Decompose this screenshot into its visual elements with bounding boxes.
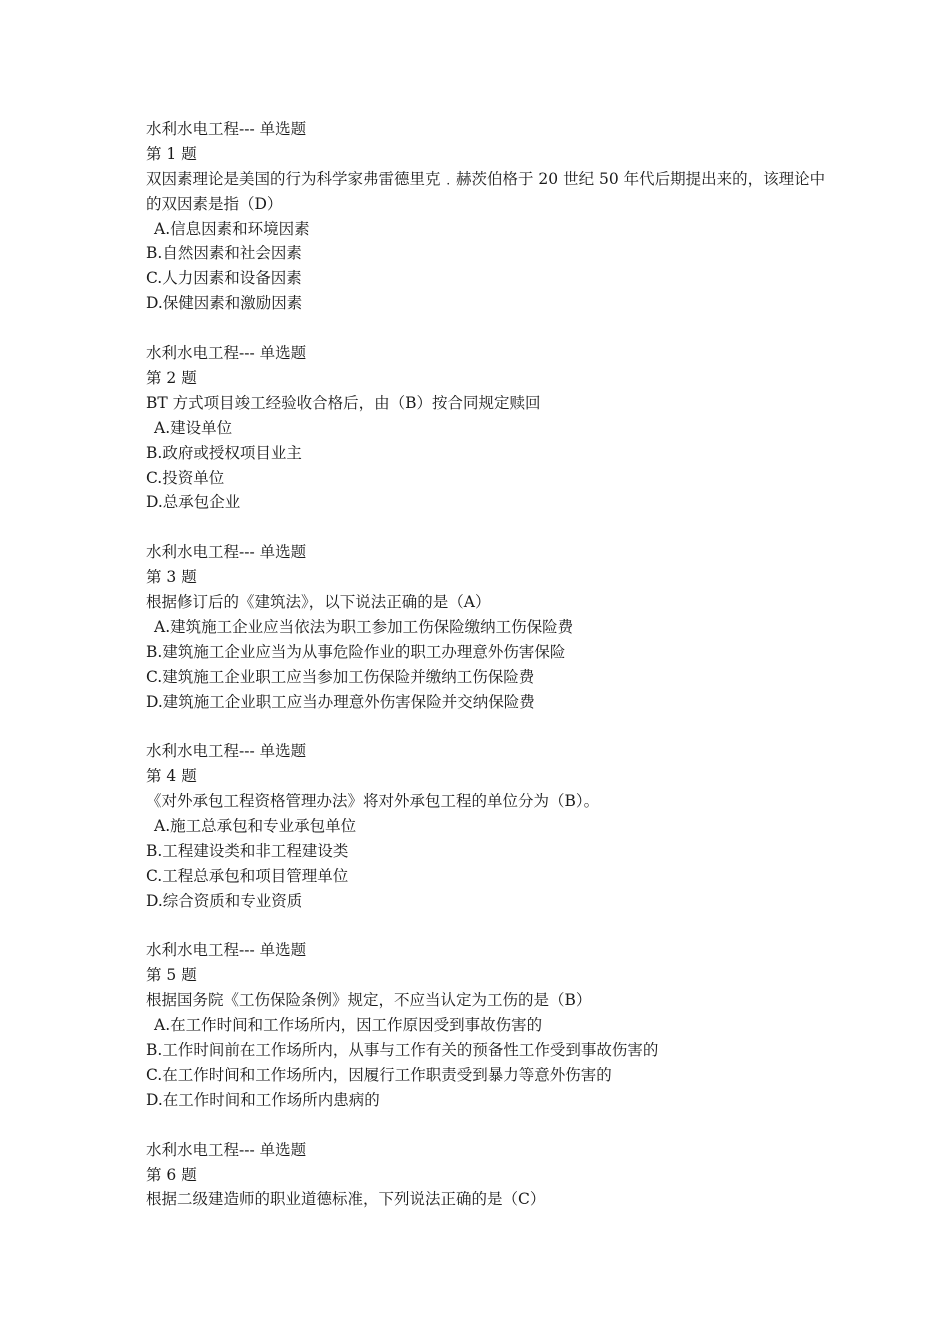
question-category: 水利水电工程--- 单选题	[146, 1140, 307, 1159]
question-category: 水利水电工程--- 单选题	[146, 344, 307, 363]
document-page	[146, 117, 826, 1212]
option-d: D.总承包企业	[146, 493, 241, 512]
question-number: 第 5 题	[146, 966, 197, 985]
question-number: 第 6 题	[146, 1165, 197, 1184]
option-b: B.自然因素和社会因素	[146, 244, 302, 263]
question-stem: 根据国务院《工伤保险条例》规定，不应当认定为工伤的是（B）	[146, 991, 592, 1010]
option-b: B.政府或授权项目业主	[146, 443, 302, 462]
question-block	[146, 540, 826, 714]
question-category: 水利水电工程--- 单选题	[146, 120, 307, 138]
question-block	[146, 1138, 826, 1213]
option-a: A.建筑施工企业应当依法为职工参加工伤保险缴纳工伤保险费	[154, 617, 574, 636]
option-c: C.工程总承包和项目管理单位	[146, 866, 349, 885]
question-stem: 根据修订后的《建筑法》，以下说法正确的是（A）	[146, 592, 491, 611]
option-a: A.建设单位	[154, 418, 233, 437]
question-stem: 双因素理论是美国的行为科学家弗雷德里克﹒赫茨伯格于 20 世纪 50 年代后期提出来的，该理论中的双因素是指（D）	[146, 169, 826, 213]
question-number: 第 1 题	[146, 144, 197, 163]
option-a: A.施工总承包和专业承包单位	[154, 817, 357, 836]
question-stem: 《对外承包工程资格管理办法》将对外承包工程的单位分为（B）。	[146, 792, 600, 811]
question-stem: BT 方式项目竣工经验收合格后，由（B）按合同规定赎回	[146, 393, 541, 412]
option-a: A.信息因素和环境因素	[154, 219, 310, 238]
option-d: D.在工作时间和工作场所内患病的	[146, 1090, 380, 1109]
question-category: 水利水电工程--- 单选题	[146, 742, 307, 761]
question-number: 第 2 题	[146, 368, 197, 387]
option-c: C.人力因素和设备因素	[146, 269, 302, 288]
option-d: D.综合资质和专业资质	[146, 891, 303, 910]
option-b: B.工作时间前在工作场所内，从事与工作有关的预备性工作受到事故伤害的	[146, 1041, 659, 1060]
question-number: 第 4 题	[146, 767, 197, 786]
question-number: 第 3 题	[146, 568, 197, 587]
option-c: C.建筑施工企业职工应当参加工伤保险并缴纳工伤保险费	[146, 667, 535, 686]
option-b: B.建筑施工企业应当为从事危险作业的职工办理意外伤害保险	[146, 642, 566, 661]
question-category: 水利水电工程--- 单选题	[146, 543, 307, 562]
question-stem: 根据二级建造师的职业道德标准，下列说法正确的是（C）	[146, 1190, 546, 1209]
option-d: D.建筑施工企业职工应当办理意外伤害保险并交纳保险费	[146, 692, 535, 711]
question-category: 水利水电工程--- 单选题	[146, 941, 307, 960]
option-c: C.投资单位	[146, 468, 225, 487]
option-a: A.在工作时间和工作场所内，因工作原因受到事故伤害的	[154, 1016, 543, 1035]
option-c: C.在工作时间和工作场所内，因履行工作职责受到暴力等意外伤害的	[146, 1065, 612, 1084]
question-block	[146, 341, 826, 515]
option-b: B.工程建设类和非工程建设类	[146, 841, 349, 860]
option-d: D.保健因素和激励因素	[146, 294, 303, 313]
question-block	[146, 739, 826, 913]
question-block	[146, 117, 826, 316]
question-block	[146, 938, 826, 1112]
